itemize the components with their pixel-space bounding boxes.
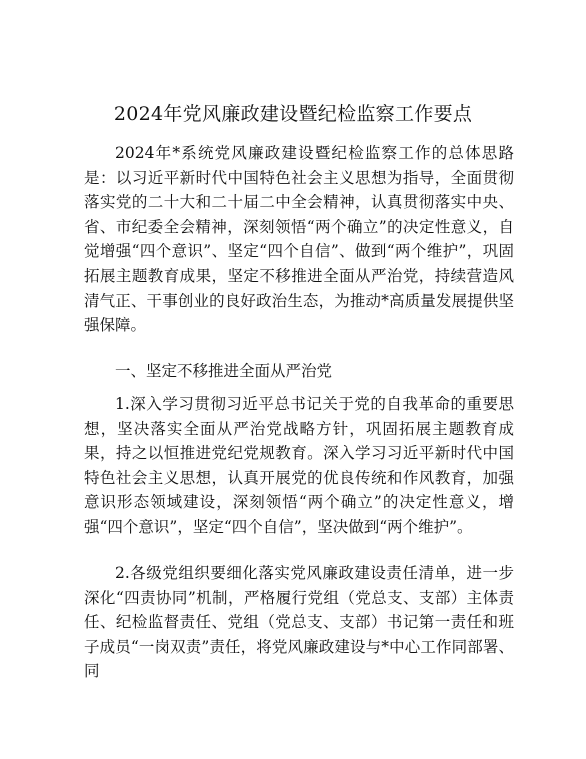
section-heading: 一、坚定不移推进全面从严治党 — [115, 362, 333, 380]
document-title: 2024年党风廉政建设暨纪检监察工作要点 — [113, 103, 473, 125]
intro-paragraph: 2024年*系统党风廉政建设暨纪检监察工作的总体思路是：以习近平新时代中国特色社会主义思想为指导，全面贯彻落实党的二十大和二十届二中全会精神，认真贯彻落实中央、省、市纪委全会精神，深刻领悟“两个确立”的决定性意义，自觉增强“四个意识”、坚定“四个自信”、做到“两个维护”，巩固拓展主题教育成果，坚定不移推进全面从严治党，持续营造风清气正、干事创业的良好政治生态，为推动*高质量发展提供坚强保障。 — [84, 144, 514, 335]
section-item-paragraph: 1.深入学习贯彻习近平总书记关于党的自我革命的重要思想，坚决落实全面从严治党战略方针，巩固拓展主题教育成果，持之以恒推进党纪党规教育。深入学习习近平新时代中国特色社会主义思想，认真开展党的优良传统和作风教育，加强意识形态领域建设，深刻领悟“两个确立”的决定性意义，增强“四个意识”，坚定“四个自信”，坚决做到“两个维护”。 — [84, 395, 514, 536]
section-item-paragraph: 2.各级党组织要细化落实党风廉政建设责任清单，进一步深化“四责协同”机制，严格履行党组（党总支、支部）主体责任、纪检监督责任、党组（党总支、支部）书记第一责任和班子成员“一岗双责”责任，将党风廉政建设与*中心工作同部署、同 — [84, 564, 514, 681]
